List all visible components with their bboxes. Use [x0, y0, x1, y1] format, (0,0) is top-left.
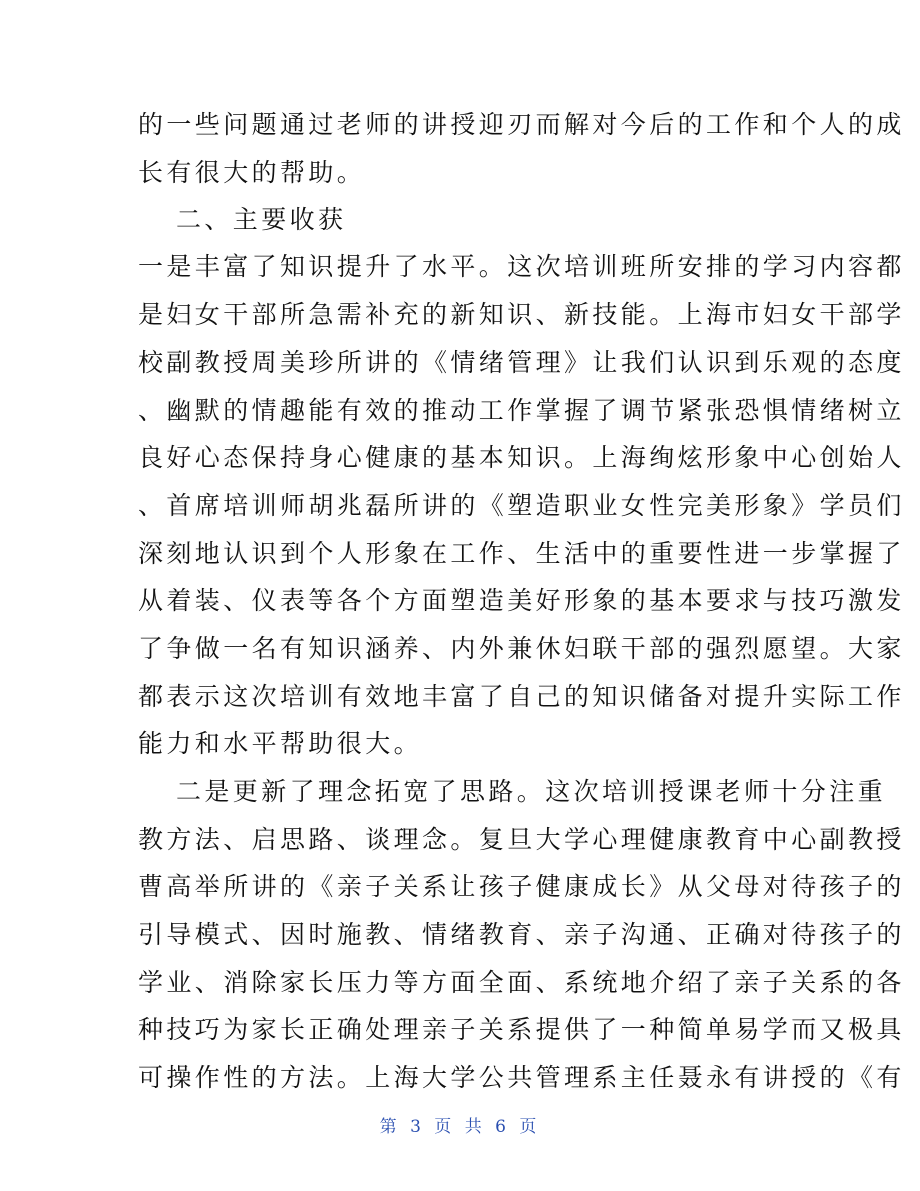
section-heading: 二、主要收获 — [176, 205, 347, 234]
text-line: 长有很大的帮助。 — [138, 158, 366, 187]
text-line: 曹高举所讲的《亲子关系让孩子健康成长》从父母对待孩子的 — [138, 872, 905, 901]
text-line: 种技巧为家长正确处理亲子关系提供了一种简单易学而又极具 — [138, 1015, 905, 1044]
text-line: 能力和水平帮助很大。 — [138, 729, 423, 758]
text-line: 从着装、仪表等各个方面塑造美好形象的基本要求与技巧激发 — [138, 586, 905, 615]
text-line: 、首席培训师胡兆磊所讲的《塑造职业女性完美形象》学员们 — [138, 491, 905, 520]
text-line: 一是丰富了知识提升了水平。这次培训班所安排的学习内容都 — [138, 252, 905, 281]
text-line: 校副教授周美珍所讲的《情绪管理》让我们认识到乐观的态度 — [138, 348, 905, 377]
page-number-footer: 第 3 页 共 6 页 — [379, 1117, 541, 1137]
text-line: 学业、消除家长压力等方面全面、系统地介绍了亲子关系的各 — [138, 968, 905, 997]
text-line: 是妇女干部所急需补充的新知识、新技能。上海市妇女干部学 — [138, 300, 905, 329]
text-line: 了争做一名有知识涵养、内外兼休妇联干部的强烈愿望。大家 — [138, 634, 905, 663]
paragraph-start-line: 二是更新了理念拓宽了思路。这次培训授课老师十分注重 — [176, 777, 887, 806]
text-line: 引导模式、因时施教、情绪教育、亲子沟通、正确对待孩子的 — [138, 920, 905, 949]
text-line: 的一些问题通过老师的讲授迎刃而解对今后的工作和个人的成 — [138, 110, 905, 139]
text-line: 良好心态保持身心健康的基本知识。上海绚炫形象中心创始人 — [138, 443, 905, 472]
text-line: 都表示这次培训有效地丰富了自己的知识储备对提升实际工作 — [138, 682, 905, 711]
text-line: 深刻地认识到个人形象在工作、生活中的重要性进一步掌握了 — [138, 539, 905, 568]
text-line: 、幽默的情趣能有效的推动工作掌握了调节紧张恐惧情绪树立 — [138, 396, 905, 425]
text-line: 教方法、启思路、谈理念。复旦大学心理健康教育中心副教授 — [138, 825, 905, 854]
text-line: 可操作性的方法。上海大学公共管理系主任聂永有讲授的《有 — [138, 1063, 905, 1092]
